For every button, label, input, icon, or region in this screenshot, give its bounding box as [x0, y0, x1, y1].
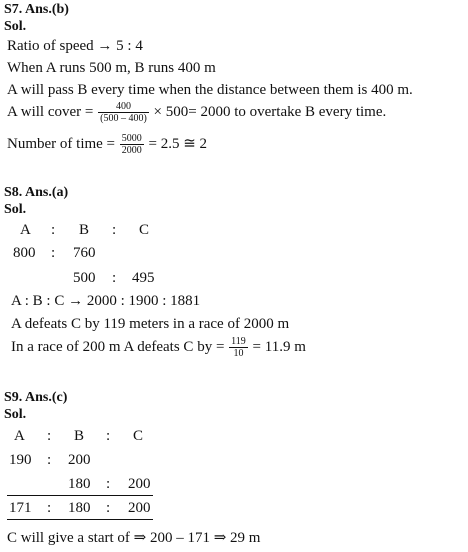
- s8-row2-b: 500: [73, 270, 96, 286]
- s7-cover-pre: A will cover =: [7, 103, 94, 120]
- s8-row1-b: 760: [73, 245, 96, 261]
- s7-times-denominator: 2000: [121, 145, 142, 156]
- s9-start-line: C will give a start of ⇒ 200 – 171 ⇒ 29 m: [7, 530, 261, 546]
- s9-row1-a: 190: [9, 452, 32, 468]
- s7-times-post: = 2.5 ≅ 2: [148, 135, 208, 152]
- s9-sol-label: Sol.: [4, 407, 27, 422]
- s9-colon-1: :: [47, 428, 52, 444]
- s9-col-a: A: [14, 428, 25, 444]
- s8-sol-label: Sol.: [4, 202, 27, 217]
- s7-sol-label: Sol.: [4, 19, 27, 34]
- s9-row3-c: 200: [128, 500, 151, 516]
- s8-row1-colon: :: [51, 245, 56, 261]
- s9-col-c: C: [133, 428, 144, 444]
- s7-runs-line: When A runs 500 m, B runs 400 m: [7, 60, 216, 76]
- s9-colon-2: :: [106, 428, 111, 444]
- s8-race-denominator: 10: [233, 348, 244, 359]
- s8-defeats-line: A defeats C by 119 meters in a race of 2000 m: [11, 316, 290, 332]
- s7-times-line: [7, 133, 207, 156]
- s7-cover-denominator: (500 – 400): [100, 113, 147, 124]
- s8-col-a: A: [20, 222, 31, 238]
- s9-row2-colon: :: [106, 476, 111, 492]
- s9-row3-colon-1: :: [47, 500, 52, 516]
- s7-cover-line: [7, 101, 386, 124]
- s8-colon-2: :: [112, 222, 117, 238]
- s8-row2-c: 495: [132, 270, 155, 286]
- s9-heading: S9. Ans.(c): [4, 390, 68, 405]
- s9-sum-divider: [7, 495, 153, 496]
- s9-col-b: B: [74, 428, 85, 444]
- s7-times-numerator: 5000: [121, 133, 142, 144]
- s9-row2-b: 180: [68, 476, 91, 492]
- s8-col-b: B: [79, 222, 90, 238]
- s8-col-c: C: [139, 222, 150, 238]
- s7-heading: S7. Ans.(b): [4, 2, 69, 17]
- s8-heading: S8. Ans.(a): [4, 185, 69, 200]
- s7-pass-line: A will pass B every time when the distance between them is 400 m.: [7, 82, 413, 98]
- s7-cover-post: × 500= 2000 to overtake B every time.: [153, 103, 387, 120]
- s8-row1-a: 800: [13, 245, 36, 261]
- s9-row3-a: 171: [9, 500, 32, 516]
- s9-row1-b: 200: [68, 452, 91, 468]
- s7-times-fraction: [120, 133, 144, 156]
- s8-race-numerator: 119: [231, 336, 246, 347]
- s7-ratio-line: Ratio of speed → 5 : 4: [7, 38, 143, 54]
- s8-colon-1: :: [51, 222, 56, 238]
- s8-race-fraction: [229, 336, 248, 359]
- s9-total-divider: [7, 519, 153, 520]
- s9-row1-colon: :: [47, 452, 52, 468]
- s8-ratio-line: A : B : C → 2000 : 1900 : 1881: [11, 293, 201, 309]
- s8-race-post: = 11.9 m: [252, 338, 306, 355]
- s7-cover-numerator: 400: [98, 101, 149, 113]
- s9-row3-b: 180: [68, 500, 91, 516]
- s8-race-pre: In a race of 200 m A defeats C by =: [11, 338, 225, 355]
- s7-times-pre: Number of time =: [7, 135, 116, 152]
- s9-row3-colon-2: :: [106, 500, 111, 516]
- s8-race-line: [11, 336, 306, 359]
- s9-row2-c: 200: [128, 476, 151, 492]
- s7-cover-fraction: [98, 101, 149, 124]
- s8-row2-colon: :: [112, 270, 117, 286]
